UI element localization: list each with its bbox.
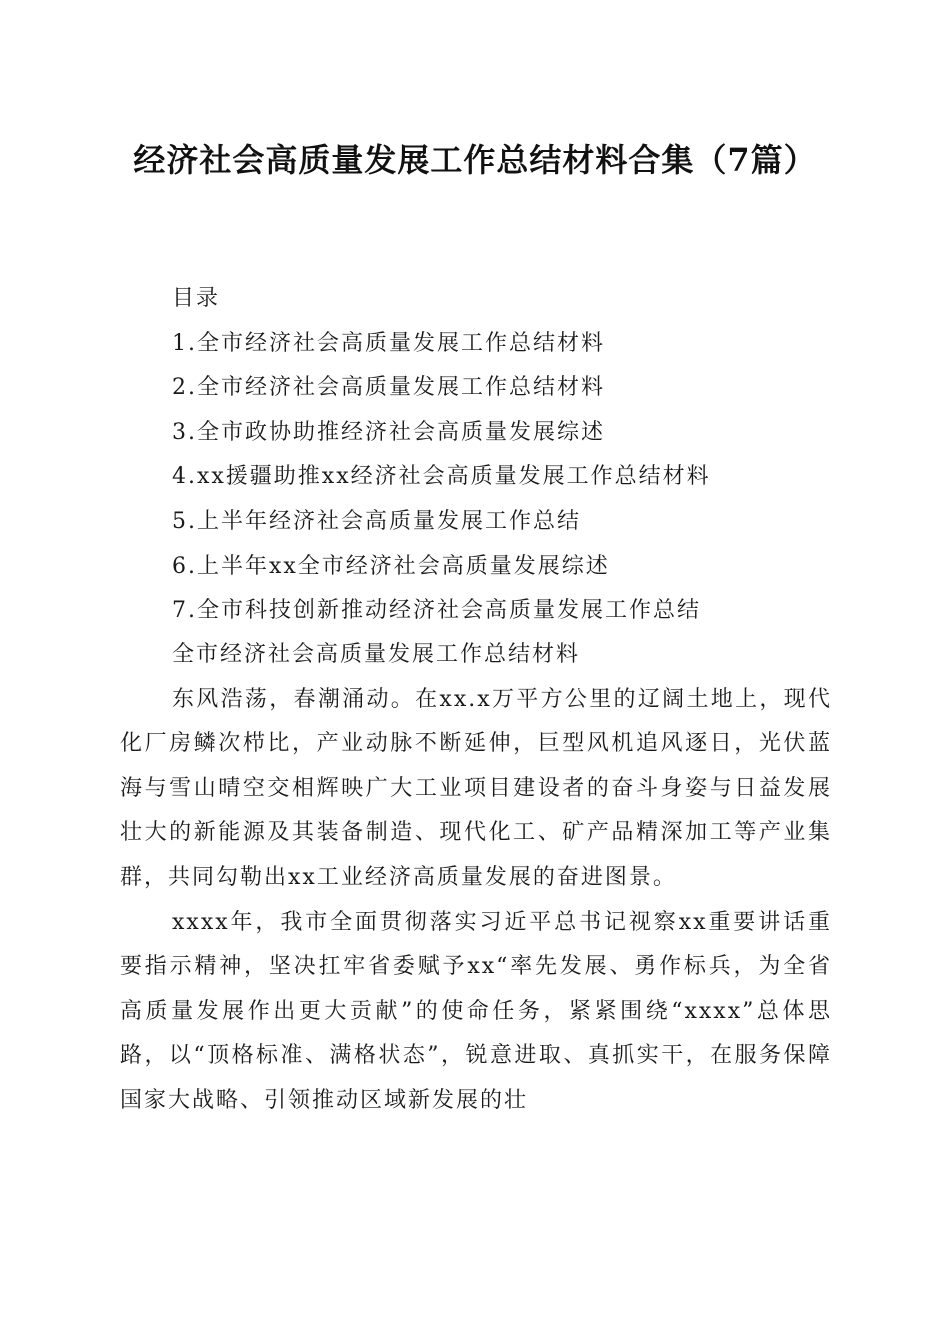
toc-item: 2.全市经济社会高质量发展工作总结材料 [172,375,605,401]
toc-item: 3.全市政协助推经济社会高质量发展综述 [172,419,605,445]
toc-item: 7.全市科技创新推动经济社会高质量发展工作总结 [172,598,701,624]
body-paragraph: xxxx年，我市全面贯彻落实习近平总书记视察xx重要讲话重要指示精神，坚决扛牢省委赋予xx“率先发展、勇作标兵，为全省高质量发展作出更大贡献”的使命任务，紧紧围绕“xxxx”总体思路，以“顶格标准、满格状态”，锐意进取、真抓实干，在服务保障国家大战略、引领推动区域新发展的壮 [120,909,832,1113]
table-of-contents [172,277,852,634]
section-heading: 全市经济社会高质量发展工作总结材料 [172,642,581,667]
document-title: 经济社会高质量发展工作总结材料合集（7篇） [133,141,817,179]
toc-item: 6.上半年xx全市经济社会高质量发展综述 [172,553,610,579]
toc-item: 5.上半年经济社会高质量发展工作总结 [172,508,581,534]
toc-item: 4.xx援疆助推xx经济社会高质量发展工作总结材料 [172,464,711,490]
document-body [120,633,832,1124]
body-paragraph: 东风浩荡，春潮涌动。在xx.x万平方公里的辽阔土地上，现代化厂房鳞次栉比，产业动脉不断延伸，巨型风机追风逐日，光伏蓝海与雪山晴空交相辉映广大工业项目建设者的奋斗身姿与日益发展壮大的新能源及其装备制造、现代化工、矿产品精深加工等产业集群，共同勾勒出xx工业经济高质量发展的奋进图景。 [120,686,832,890]
toc-item: 1.全市经济社会高质量发展工作总结材料 [172,330,605,356]
toc-heading: 目录 [172,286,221,311]
